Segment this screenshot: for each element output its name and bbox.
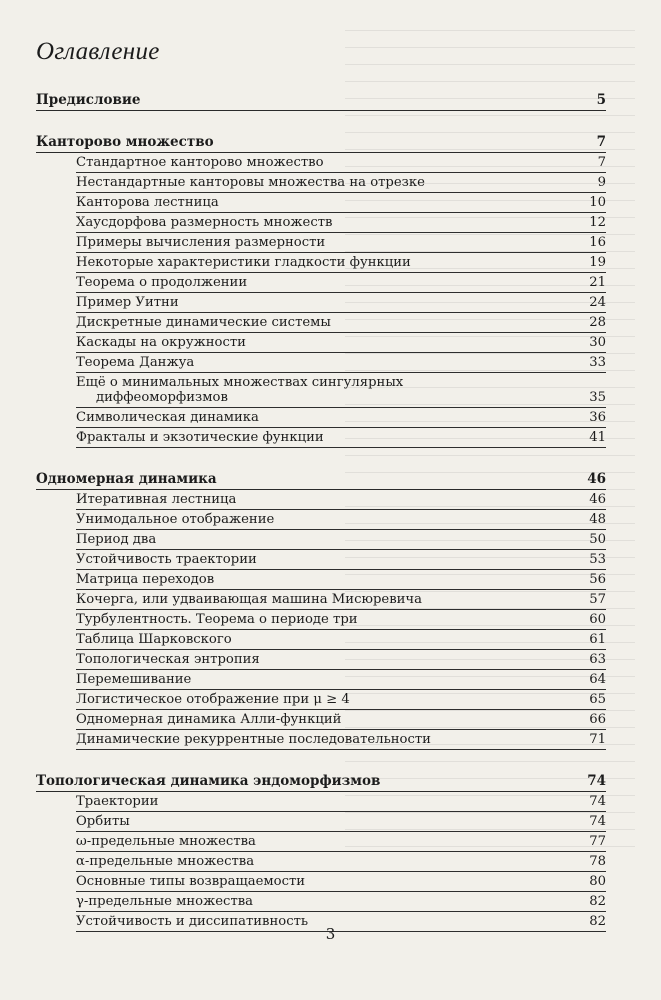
toc-entry[interactable] <box>76 193 606 213</box>
entry-page: 78 <box>589 854 606 869</box>
entry-page: 19 <box>589 255 606 270</box>
toc-entry[interactable] <box>76 153 606 173</box>
entry-page: 48 <box>589 512 606 527</box>
chapter-heading[interactable] <box>36 132 606 153</box>
entry-page: 60 <box>589 612 606 627</box>
entry-page: 33 <box>589 355 606 370</box>
entry-title: Теорема Данжуа <box>76 355 195 370</box>
chapter-page: 74 <box>587 773 606 789</box>
chapter-title: Канторово множество <box>36 134 214 150</box>
entry-page: 7 <box>597 155 606 170</box>
chapter-heading[interactable] <box>36 90 606 111</box>
entry-title: Пример Уитни <box>76 295 179 310</box>
entry-title: Кочерга, или удваивающая машина Мисюревича <box>76 592 422 607</box>
entry-title: Основные типы возвращаемости <box>76 874 306 889</box>
entry-page: 63 <box>589 652 606 667</box>
entry-title: Теорема о продолжении <box>76 275 248 290</box>
chapter-page: 46 <box>587 471 606 487</box>
entry-title: Орбиты <box>76 814 130 829</box>
entry-title: Канторова лестница <box>76 195 219 210</box>
entry-page: 74 <box>589 814 606 829</box>
entry-page: 82 <box>589 894 606 909</box>
entry-page: 9 <box>597 175 606 190</box>
toc-entry[interactable] <box>76 373 606 408</box>
entry-title: Матрица переходов <box>76 572 215 587</box>
entry-page: 46 <box>589 492 606 507</box>
entry-page: 41 <box>589 430 606 445</box>
entry-page: 66 <box>589 712 606 727</box>
toc-entry[interactable] <box>76 428 606 448</box>
entry-title: Таблица Шарковского <box>76 632 232 647</box>
entry-title: Некоторые характеристики гладкости функции <box>76 255 411 270</box>
entry-page: 77 <box>589 834 606 849</box>
chapter-heading[interactable] <box>36 771 606 792</box>
toc-entry[interactable] <box>76 353 606 373</box>
toc-entry[interactable] <box>76 892 606 912</box>
entry-page: 61 <box>589 632 606 647</box>
entry-page: 64 <box>589 672 606 687</box>
toc-entry[interactable] <box>76 213 606 233</box>
toc-entry[interactable] <box>76 253 606 273</box>
entry-title: Каскады на окружности <box>76 335 246 350</box>
toc-entry[interactable] <box>76 630 606 650</box>
toc-heading: Оглавление <box>36 38 160 65</box>
entry-title: Стандартное канторово множество <box>76 155 324 170</box>
toc-entry[interactable] <box>76 792 606 812</box>
toc-entry[interactable] <box>76 490 606 510</box>
toc-chapter <box>36 90 606 111</box>
entry-page: 50 <box>589 532 606 547</box>
entry-title: Нестандартные канторовы множества на отрезке <box>76 175 425 190</box>
toc-entry[interactable] <box>76 313 606 333</box>
entry-title: Динамические рекуррентные последовательности <box>76 732 431 747</box>
entry-page: 28 <box>589 315 606 330</box>
toc-entry[interactable] <box>76 273 606 293</box>
entry-title-line2: диффеоморфизмов <box>96 390 228 405</box>
entry-title: Символическая динамика <box>76 410 259 425</box>
entry-title: Унимодальное отображение <box>76 512 275 527</box>
entry-page: 80 <box>589 874 606 889</box>
entry-page: 35 <box>589 390 606 405</box>
entry-title: α-предельные множества <box>76 854 255 869</box>
chapter-page: 5 <box>596 92 606 108</box>
toc-entry[interactable] <box>76 650 606 670</box>
toc-entry[interactable] <box>76 812 606 832</box>
entry-page: 74 <box>589 794 606 809</box>
entry-page: 30 <box>589 335 606 350</box>
entry-page: 65 <box>589 692 606 707</box>
toc-entry[interactable] <box>76 173 606 193</box>
entry-title: Устойчивость траектории <box>76 552 257 567</box>
toc-entry[interactable] <box>76 832 606 852</box>
toc-entry[interactable] <box>76 233 606 253</box>
entry-title: Турбулентность. Теорема о периоде три <box>76 612 358 627</box>
entry-title: Перемешивание <box>76 672 192 687</box>
toc-entry[interactable] <box>76 408 606 428</box>
entry-title: Логистическое отображение при μ ≥ 4 <box>76 692 350 707</box>
toc-entry[interactable] <box>76 690 606 710</box>
entry-title: Хаусдорфова размерность множеств <box>76 215 333 230</box>
toc-entry[interactable] <box>76 333 606 353</box>
entry-page: 16 <box>589 235 606 250</box>
toc-entry[interactable] <box>76 730 606 750</box>
toc-chapter <box>36 771 606 932</box>
chapter-title: Предисловие <box>36 92 141 108</box>
entry-title: Траектории <box>76 794 159 809</box>
entry-page: 53 <box>589 552 606 567</box>
toc-chapter <box>36 469 606 750</box>
entry-page: 71 <box>589 732 606 747</box>
table-of-contents <box>36 90 606 932</box>
entry-page: 36 <box>589 410 606 425</box>
toc-entry[interactable] <box>76 590 606 610</box>
toc-entry[interactable] <box>76 872 606 892</box>
entry-title: Дискретные динамические системы <box>76 315 331 330</box>
entry-title: ω-предельные множества <box>76 834 256 849</box>
entry-title: Период два <box>76 532 157 547</box>
toc-entry[interactable] <box>76 550 606 570</box>
page-number: 3 <box>325 925 336 943</box>
toc-entry[interactable] <box>76 530 606 550</box>
toc-entry[interactable] <box>76 293 606 313</box>
entry-page: 24 <box>589 295 606 310</box>
toc-entry[interactable] <box>76 710 606 730</box>
chapter-title: Топологическая динамика эндоморфизмов <box>36 773 381 789</box>
toc-entry[interactable] <box>76 570 606 590</box>
entry-page: 12 <box>589 215 606 230</box>
entry-title: Примеры вычисления размерности <box>76 235 326 250</box>
chapter-page: 7 <box>596 134 606 150</box>
entry-title-line1: Ещё о минимальных множествах сингулярных <box>76 375 404 390</box>
entry-title: Фракталы и экзотические функции <box>76 430 324 445</box>
toc-entry[interactable] <box>76 610 606 630</box>
toc-entry[interactable] <box>76 670 606 690</box>
chapter-heading[interactable] <box>36 469 606 490</box>
toc-entry[interactable] <box>76 510 606 530</box>
toc-chapter <box>36 132 606 448</box>
entry-title: Одномерная динамика Алли-функций <box>76 712 342 727</box>
toc-entry[interactable] <box>76 852 606 872</box>
chapter-title: Одномерная динамика <box>36 471 217 487</box>
entry-title: Устойчивость и диссипативность <box>76 914 309 929</box>
entry-title: Итеративная лестница <box>76 492 237 507</box>
entry-page: 56 <box>589 572 606 587</box>
entry-page: 10 <box>589 195 606 210</box>
entry-page: 21 <box>589 275 606 290</box>
entry-title: Топологическая энтропия <box>76 652 260 667</box>
entry-page: 57 <box>589 592 606 607</box>
entry-page: 82 <box>589 914 606 929</box>
entry-title: γ-предельные множества <box>76 894 254 909</box>
entry-title <box>76 375 415 405</box>
